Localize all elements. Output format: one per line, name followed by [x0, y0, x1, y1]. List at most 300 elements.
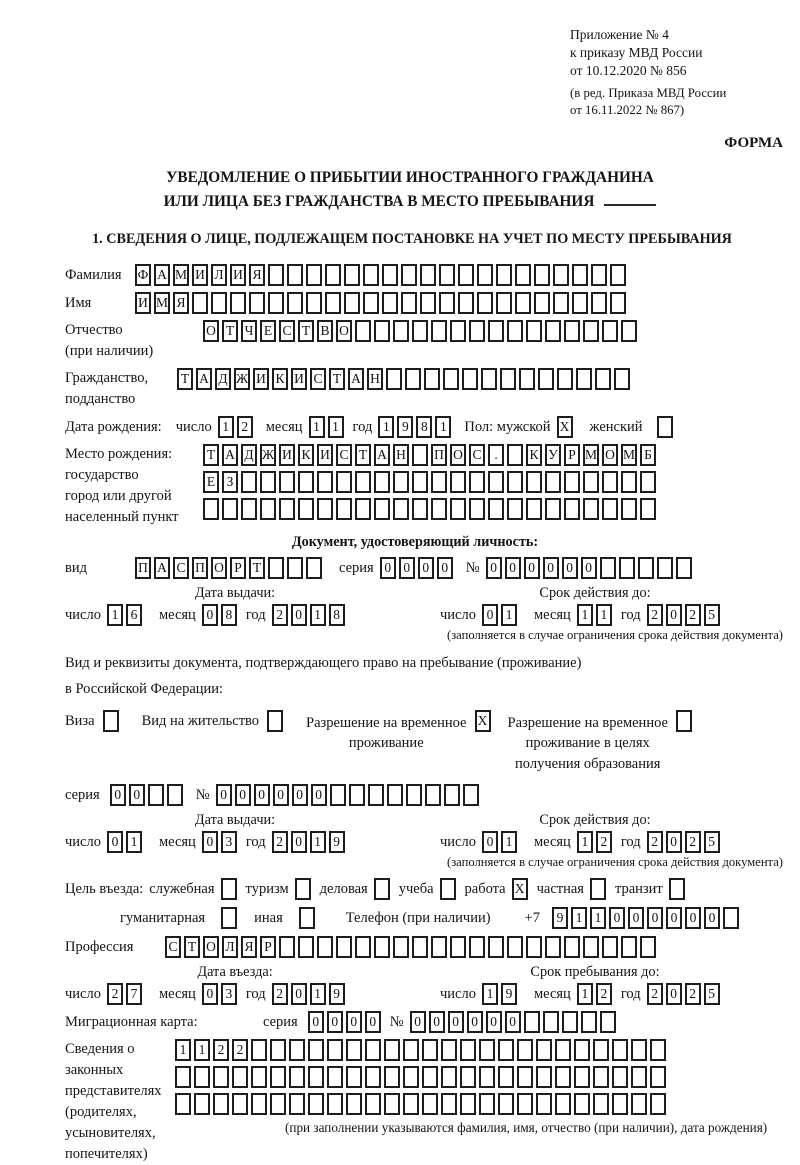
char-cell[interactable]: 2: [685, 831, 701, 853]
char-cell[interactable]: [412, 444, 428, 466]
char-cell[interactable]: [602, 498, 618, 520]
char-cell[interactable]: [676, 557, 692, 579]
char-cell[interactable]: [574, 1039, 590, 1061]
char-cell[interactable]: С: [173, 557, 189, 579]
char-cell[interactable]: Д: [241, 444, 257, 466]
char-cell[interactable]: А: [154, 557, 170, 579]
char-cell[interactable]: Т: [222, 320, 238, 342]
char-cell[interactable]: [317, 498, 333, 520]
char-cell[interactable]: 1: [107, 604, 123, 626]
char-cell[interactable]: X: [512, 878, 528, 900]
char-cell[interactable]: 1: [435, 416, 451, 438]
char-cell[interactable]: [382, 292, 398, 314]
char-cell[interactable]: [498, 1039, 514, 1061]
char-cell[interactable]: [431, 498, 447, 520]
char-cell[interactable]: [440, 878, 456, 900]
char-cell[interactable]: [619, 557, 635, 579]
char-cell[interactable]: 0: [704, 907, 720, 929]
char-cell[interactable]: В: [317, 320, 333, 342]
char-cell[interactable]: [374, 320, 390, 342]
char-cell[interactable]: [384, 1066, 400, 1088]
char-cell[interactable]: 0: [486, 1011, 502, 1033]
char-cell[interactable]: О: [211, 557, 227, 579]
char-cell[interactable]: [479, 1039, 495, 1061]
char-cell[interactable]: [631, 1039, 647, 1061]
char-cell[interactable]: 1: [310, 604, 326, 626]
char-cell[interactable]: [650, 1093, 666, 1115]
char-cell[interactable]: [422, 1039, 438, 1061]
char-cell[interactable]: 0: [666, 831, 682, 853]
char-cell[interactable]: У: [545, 444, 561, 466]
char-cell[interactable]: [640, 498, 656, 520]
char-cell[interactable]: Ж: [234, 368, 250, 390]
char-cell[interactable]: Я: [173, 292, 189, 314]
char-cell[interactable]: [621, 471, 637, 493]
char-cell[interactable]: З: [222, 471, 238, 493]
char-cell[interactable]: [469, 320, 485, 342]
char-cell[interactable]: 9: [552, 907, 568, 929]
char-cell[interactable]: 0: [380, 557, 396, 579]
char-cell[interactable]: [443, 368, 459, 390]
char-cell[interactable]: А: [348, 368, 364, 390]
char-cell[interactable]: [507, 444, 523, 466]
char-cell[interactable]: 5: [704, 604, 720, 626]
char-cell[interactable]: [591, 264, 607, 286]
char-cell[interactable]: [439, 264, 455, 286]
char-cell[interactable]: 1: [310, 983, 326, 1005]
char-cell[interactable]: [355, 498, 371, 520]
char-cell[interactable]: [524, 1011, 540, 1033]
char-cell[interactable]: [192, 292, 208, 314]
char-cell[interactable]: [562, 1011, 578, 1033]
char-cell[interactable]: [463, 784, 479, 806]
char-cell[interactable]: 3: [221, 983, 237, 1005]
char-cell[interactable]: Я: [249, 264, 265, 286]
char-cell[interactable]: 1: [126, 831, 142, 853]
char-cell[interactable]: [287, 557, 303, 579]
char-cell[interactable]: [412, 498, 428, 520]
char-cell[interactable]: [420, 292, 436, 314]
char-cell[interactable]: [420, 264, 436, 286]
char-cell[interactable]: [583, 936, 599, 958]
char-cell[interactable]: [496, 292, 512, 314]
char-cell[interactable]: С: [310, 368, 326, 390]
char-cell[interactable]: [425, 784, 441, 806]
char-cell[interactable]: [103, 710, 119, 732]
char-cell[interactable]: [462, 368, 478, 390]
char-cell[interactable]: [477, 264, 493, 286]
char-cell[interactable]: [251, 1066, 267, 1088]
char-cell[interactable]: М: [173, 264, 189, 286]
char-cell[interactable]: [650, 1039, 666, 1061]
char-cell[interactable]: К: [526, 444, 542, 466]
char-cell[interactable]: [469, 471, 485, 493]
char-cell[interactable]: 1: [175, 1039, 191, 1061]
char-cell[interactable]: Т: [298, 320, 314, 342]
char-cell[interactable]: [553, 292, 569, 314]
char-cell[interactable]: [336, 936, 352, 958]
char-cell[interactable]: [564, 320, 580, 342]
char-cell[interactable]: [412, 320, 428, 342]
char-cell[interactable]: Т: [355, 444, 371, 466]
char-cell[interactable]: 0: [327, 1011, 343, 1033]
char-cell[interactable]: [346, 1093, 362, 1115]
char-cell[interactable]: [422, 1066, 438, 1088]
char-cell[interactable]: 1: [328, 416, 344, 438]
char-cell[interactable]: Ж: [260, 444, 276, 466]
char-cell[interactable]: [593, 1093, 609, 1115]
char-cell[interactable]: [431, 471, 447, 493]
char-cell[interactable]: .: [488, 444, 504, 466]
char-cell[interactable]: [403, 1093, 419, 1115]
char-cell[interactable]: 2: [596, 983, 612, 1005]
char-cell[interactable]: [564, 498, 580, 520]
char-cell[interactable]: [581, 1011, 597, 1033]
char-cell[interactable]: [221, 907, 237, 929]
char-cell[interactable]: 1: [309, 416, 325, 438]
char-cell[interactable]: П: [135, 557, 151, 579]
char-cell[interactable]: 0: [482, 831, 498, 853]
char-cell[interactable]: Б: [640, 444, 656, 466]
char-cell[interactable]: 8: [221, 604, 237, 626]
char-cell[interactable]: А: [374, 444, 390, 466]
char-cell[interactable]: [349, 784, 365, 806]
char-cell[interactable]: [631, 1093, 647, 1115]
char-cell[interactable]: [583, 320, 599, 342]
char-cell[interactable]: [270, 1093, 286, 1115]
char-cell[interactable]: [458, 292, 474, 314]
char-cell[interactable]: [295, 878, 311, 900]
char-cell[interactable]: [175, 1093, 191, 1115]
char-cell[interactable]: 0: [291, 604, 307, 626]
char-cell[interactable]: [412, 936, 428, 958]
char-cell[interactable]: 2: [272, 831, 288, 853]
char-cell[interactable]: [260, 471, 276, 493]
char-cell[interactable]: [593, 1066, 609, 1088]
char-cell[interactable]: [545, 936, 561, 958]
char-cell[interactable]: [555, 1066, 571, 1088]
char-cell[interactable]: 1: [194, 1039, 210, 1061]
char-cell[interactable]: [488, 936, 504, 958]
char-cell[interactable]: [393, 936, 409, 958]
char-cell[interactable]: [614, 368, 630, 390]
char-cell[interactable]: [327, 1039, 343, 1061]
char-cell[interactable]: [382, 264, 398, 286]
char-cell[interactable]: [279, 498, 295, 520]
char-cell[interactable]: Ч: [241, 320, 257, 342]
char-cell[interactable]: [211, 292, 227, 314]
char-cell[interactable]: И: [192, 264, 208, 286]
char-cell[interactable]: Е: [260, 320, 276, 342]
char-cell[interactable]: Р: [230, 557, 246, 579]
char-cell[interactable]: [591, 292, 607, 314]
char-cell[interactable]: 3: [221, 831, 237, 853]
char-cell[interactable]: [515, 264, 531, 286]
char-cell[interactable]: Я: [241, 936, 257, 958]
char-cell[interactable]: С: [165, 936, 181, 958]
char-cell[interactable]: Т: [184, 936, 200, 958]
char-cell[interactable]: [289, 1039, 305, 1061]
char-cell[interactable]: [241, 498, 257, 520]
char-cell[interactable]: С: [279, 320, 295, 342]
char-cell[interactable]: [325, 264, 341, 286]
char-cell[interactable]: 0: [609, 907, 625, 929]
char-cell[interactable]: 2: [272, 604, 288, 626]
char-cell[interactable]: 5: [704, 983, 720, 1005]
char-cell[interactable]: [450, 471, 466, 493]
char-cell[interactable]: [306, 264, 322, 286]
char-cell[interactable]: [232, 1093, 248, 1115]
char-cell[interactable]: [595, 368, 611, 390]
char-cell[interactable]: [469, 936, 485, 958]
char-cell[interactable]: 8: [416, 416, 432, 438]
char-cell[interactable]: 0: [129, 784, 145, 806]
char-cell[interactable]: [526, 936, 542, 958]
char-cell[interactable]: [602, 320, 618, 342]
char-cell[interactable]: О: [602, 444, 618, 466]
char-cell[interactable]: 0: [418, 557, 434, 579]
char-cell[interactable]: 0: [365, 1011, 381, 1033]
char-cell[interactable]: [374, 498, 390, 520]
char-cell[interactable]: [477, 292, 493, 314]
char-cell[interactable]: [621, 320, 637, 342]
char-cell[interactable]: [600, 1011, 616, 1033]
char-cell[interactable]: [553, 264, 569, 286]
char-cell[interactable]: [602, 936, 618, 958]
char-cell[interactable]: [355, 320, 371, 342]
char-cell[interactable]: 0: [448, 1011, 464, 1033]
char-cell[interactable]: [479, 1066, 495, 1088]
char-cell[interactable]: 1: [310, 831, 326, 853]
char-cell[interactable]: Р: [564, 444, 580, 466]
char-cell[interactable]: 0: [505, 557, 521, 579]
char-cell[interactable]: [251, 1093, 267, 1115]
char-cell[interactable]: [555, 1039, 571, 1061]
char-cell[interactable]: 0: [291, 983, 307, 1005]
char-cell[interactable]: [498, 1093, 514, 1115]
char-cell[interactable]: [412, 471, 428, 493]
char-cell[interactable]: X: [475, 710, 491, 732]
char-cell[interactable]: 2: [685, 604, 701, 626]
char-cell[interactable]: [393, 498, 409, 520]
char-cell[interactable]: 1: [577, 831, 593, 853]
char-cell[interactable]: [450, 320, 466, 342]
char-cell[interactable]: Л: [222, 936, 238, 958]
char-cell[interactable]: [507, 936, 523, 958]
char-cell[interactable]: [222, 498, 238, 520]
char-cell[interactable]: [488, 498, 504, 520]
char-cell[interactable]: 1: [577, 983, 593, 1005]
char-cell[interactable]: [517, 1093, 533, 1115]
char-cell[interactable]: 0: [647, 907, 663, 929]
char-cell[interactable]: [536, 1093, 552, 1115]
char-cell[interactable]: [268, 557, 284, 579]
char-cell[interactable]: О: [336, 320, 352, 342]
char-cell[interactable]: [306, 557, 322, 579]
char-cell[interactable]: Н: [393, 444, 409, 466]
char-cell[interactable]: П: [192, 557, 208, 579]
char-cell[interactable]: [241, 471, 257, 493]
char-cell[interactable]: И: [291, 368, 307, 390]
char-cell[interactable]: [298, 498, 314, 520]
char-cell[interactable]: 0: [524, 557, 540, 579]
char-cell[interactable]: [444, 784, 460, 806]
char-cell[interactable]: [299, 907, 315, 929]
char-cell[interactable]: С: [469, 444, 485, 466]
char-cell[interactable]: [583, 498, 599, 520]
char-cell[interactable]: Е: [203, 471, 219, 493]
char-cell[interactable]: [368, 784, 384, 806]
char-cell[interactable]: [344, 264, 360, 286]
char-cell[interactable]: [657, 416, 673, 438]
char-cell[interactable]: [536, 1066, 552, 1088]
char-cell[interactable]: М: [154, 292, 170, 314]
char-cell[interactable]: [386, 368, 402, 390]
char-cell[interactable]: И: [135, 292, 151, 314]
char-cell[interactable]: [621, 498, 637, 520]
char-cell[interactable]: 9: [329, 983, 345, 1005]
char-cell[interactable]: [450, 936, 466, 958]
char-cell[interactable]: [249, 292, 265, 314]
char-cell[interactable]: [574, 1093, 590, 1115]
char-cell[interactable]: [564, 936, 580, 958]
char-cell[interactable]: [393, 471, 409, 493]
char-cell[interactable]: [538, 368, 554, 390]
char-cell[interactable]: [600, 557, 616, 579]
char-cell[interactable]: [148, 784, 164, 806]
char-cell[interactable]: [572, 292, 588, 314]
char-cell[interactable]: 0: [107, 831, 123, 853]
char-cell[interactable]: И: [279, 444, 295, 466]
char-cell[interactable]: [557, 368, 573, 390]
char-cell[interactable]: [669, 878, 685, 900]
char-cell[interactable]: [267, 710, 283, 732]
char-cell[interactable]: 0: [410, 1011, 426, 1033]
char-cell[interactable]: 0: [311, 784, 327, 806]
char-cell[interactable]: И: [230, 264, 246, 286]
char-cell[interactable]: [574, 1066, 590, 1088]
char-cell[interactable]: 1: [218, 416, 234, 438]
char-cell[interactable]: [298, 936, 314, 958]
char-cell[interactable]: [500, 368, 516, 390]
char-cell[interactable]: [612, 1093, 628, 1115]
char-cell[interactable]: Т: [249, 557, 265, 579]
char-cell[interactable]: [441, 1066, 457, 1088]
char-cell[interactable]: [363, 292, 379, 314]
char-cell[interactable]: [498, 1066, 514, 1088]
char-cell[interactable]: 1: [482, 983, 498, 1005]
char-cell[interactable]: [450, 498, 466, 520]
char-cell[interactable]: О: [450, 444, 466, 466]
char-cell[interactable]: 0: [666, 983, 682, 1005]
char-cell[interactable]: [517, 1039, 533, 1061]
char-cell[interactable]: [387, 784, 403, 806]
char-cell[interactable]: [268, 292, 284, 314]
char-cell[interactable]: 0: [202, 831, 218, 853]
char-cell[interactable]: [431, 320, 447, 342]
char-cell[interactable]: 9: [397, 416, 413, 438]
char-cell[interactable]: 0: [628, 907, 644, 929]
char-cell[interactable]: 0: [666, 604, 682, 626]
char-cell[interactable]: 0: [202, 604, 218, 626]
char-cell[interactable]: [488, 471, 504, 493]
char-cell[interactable]: [507, 320, 523, 342]
char-cell[interactable]: Н: [367, 368, 383, 390]
char-cell[interactable]: 9: [329, 831, 345, 853]
char-cell[interactable]: [638, 557, 654, 579]
char-cell[interactable]: 0: [482, 604, 498, 626]
char-cell[interactable]: [481, 368, 497, 390]
char-cell[interactable]: 0: [581, 557, 597, 579]
char-cell[interactable]: [526, 498, 542, 520]
char-cell[interactable]: 0: [543, 557, 559, 579]
char-cell[interactable]: [363, 264, 379, 286]
char-cell[interactable]: [203, 498, 219, 520]
char-cell[interactable]: [374, 471, 390, 493]
char-cell[interactable]: [336, 498, 352, 520]
char-cell[interactable]: [590, 878, 606, 900]
char-cell[interactable]: П: [431, 444, 447, 466]
char-cell[interactable]: [469, 498, 485, 520]
char-cell[interactable]: М: [583, 444, 599, 466]
char-cell[interactable]: [306, 292, 322, 314]
char-cell[interactable]: [657, 557, 673, 579]
char-cell[interactable]: [355, 471, 371, 493]
char-cell[interactable]: 1: [501, 604, 517, 626]
char-cell[interactable]: [213, 1093, 229, 1115]
char-cell[interactable]: 0: [202, 983, 218, 1005]
char-cell[interactable]: К: [298, 444, 314, 466]
char-cell[interactable]: А: [196, 368, 212, 390]
char-cell[interactable]: [526, 320, 542, 342]
char-cell[interactable]: [583, 471, 599, 493]
char-cell[interactable]: [167, 784, 183, 806]
char-cell[interactable]: [384, 1039, 400, 1061]
char-cell[interactable]: [612, 1066, 628, 1088]
char-cell[interactable]: [317, 936, 333, 958]
char-cell[interactable]: [393, 320, 409, 342]
char-cell[interactable]: [406, 784, 422, 806]
char-cell[interactable]: [458, 264, 474, 286]
char-cell[interactable]: [327, 1066, 343, 1088]
char-cell[interactable]: 2: [596, 831, 612, 853]
char-cell[interactable]: [221, 878, 237, 900]
char-cell[interactable]: [346, 1066, 362, 1088]
char-cell[interactable]: 7: [126, 983, 142, 1005]
char-cell[interactable]: 0: [308, 1011, 324, 1033]
char-cell[interactable]: 0: [562, 557, 578, 579]
char-cell[interactable]: 6: [126, 604, 142, 626]
char-cell[interactable]: 2: [685, 983, 701, 1005]
char-cell[interactable]: 0: [399, 557, 415, 579]
char-cell[interactable]: [365, 1093, 381, 1115]
char-cell[interactable]: [441, 1039, 457, 1061]
char-cell[interactable]: 1: [501, 831, 517, 853]
char-cell[interactable]: [545, 498, 561, 520]
char-cell[interactable]: [439, 292, 455, 314]
char-cell[interactable]: [612, 1039, 628, 1061]
char-cell[interactable]: 0: [346, 1011, 362, 1033]
char-cell[interactable]: [270, 1066, 286, 1088]
char-cell[interactable]: [517, 1066, 533, 1088]
char-cell[interactable]: 0: [486, 557, 502, 579]
char-cell[interactable]: [572, 264, 588, 286]
char-cell[interactable]: 0: [292, 784, 308, 806]
char-cell[interactable]: [405, 368, 421, 390]
char-cell[interactable]: [534, 264, 550, 286]
char-cell[interactable]: [230, 292, 246, 314]
char-cell[interactable]: 0: [437, 557, 453, 579]
